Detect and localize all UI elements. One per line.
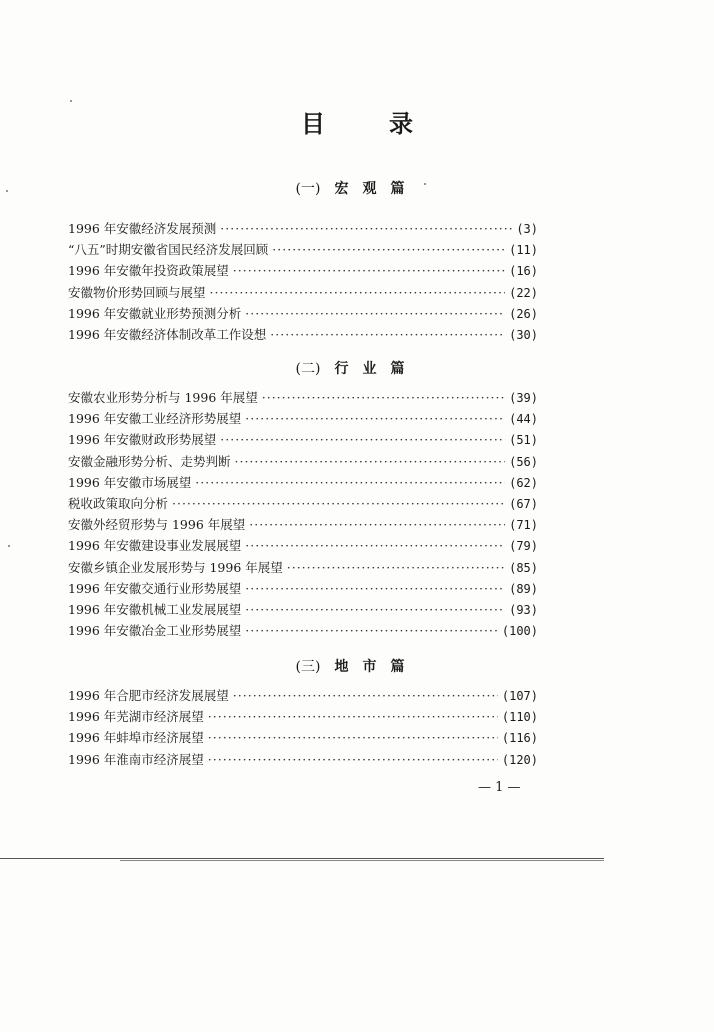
toc-entry-page: (44) [509, 412, 538, 427]
leader-dots [245, 599, 505, 620]
leader-dots [195, 472, 505, 493]
toc-entry-page: (110) [501, 710, 538, 725]
leader-dots [262, 387, 505, 408]
leader-dots [287, 557, 505, 578]
toc-entry[interactable] [68, 260, 538, 281]
toc-entry-title: 1996 年安徽建设事业发展展望 [68, 538, 242, 554]
toc-entry-title: 1996 年淮南市经济展望 [68, 751, 204, 767]
toc-entry-page: (11) [509, 243, 538, 258]
toc-entry-page: (62) [509, 475, 538, 490]
leader-dots [245, 535, 505, 556]
toc-entry-title: 安徽乡镇企业发展形势与 1996 年展望 [68, 559, 283, 575]
section-heading-industry [0, 358, 714, 378]
toc-entry-page: (85) [509, 560, 538, 575]
toc-entry-title: 1996 年芜湖市经济展望 [68, 709, 204, 725]
toc-entry[interactable] [68, 429, 538, 450]
toc-entry-page: (100) [501, 624, 538, 639]
leader-dots [220, 218, 512, 239]
title-char: 录 [389, 109, 477, 139]
leader-dots [235, 451, 506, 472]
toc-entry-title: 1996 年安徽机械工业发展展望 [68, 601, 242, 617]
toc-entry-page: (30) [509, 327, 538, 342]
leader-dots [208, 727, 498, 748]
toc-entry-title: 1996 年合肥市经济发展展望 [68, 688, 229, 703]
toc-entry[interactable] [68, 620, 538, 641]
toc-entry-page: (51) [509, 433, 538, 448]
scan-speck [8, 545, 10, 547]
toc-entry[interactable] [68, 578, 538, 599]
section-heading-city [0, 656, 714, 676]
section-number: (三) [295, 659, 321, 675]
toc-entry-title: 1996 年安徽交通行业形势展望 [68, 580, 242, 596]
toc-entry[interactable] [68, 282, 538, 303]
toc-list-industry [68, 387, 538, 641]
title-char: 目 [301, 109, 389, 139]
leader-dots [245, 620, 498, 641]
toc-entry-page: (16) [509, 264, 538, 279]
toc-entry[interactable] [68, 451, 538, 472]
toc-entry[interactable] [68, 218, 538, 239]
section-number: (二) [295, 361, 321, 377]
toc-entry[interactable] [68, 535, 538, 556]
scan-edge-line [0, 858, 604, 859]
toc-entry-title: 1996 年安徽年投资政策展望 [68, 263, 229, 279]
toc-entry-title: 安徽金融形势分析、走势判断 [68, 453, 231, 469]
toc-entry[interactable] [68, 472, 538, 493]
toc-entry[interactable] [68, 727, 538, 748]
toc-entry[interactable] [68, 685, 538, 706]
leader-dots [270, 324, 505, 345]
leader-dots [233, 685, 498, 706]
toc-entry-page: (26) [509, 306, 538, 321]
page-title [0, 104, 714, 139]
leader-dots [245, 578, 505, 599]
toc-entry-title: 1996 年安徽财政形势展望 [68, 432, 217, 448]
toc-entry-page: (56) [509, 454, 538, 469]
leader-dots [208, 749, 498, 770]
toc-entry-title: 1996 年安徽工业经济形势展望 [68, 411, 242, 427]
scan-speck [6, 190, 8, 192]
toc-entry-page: (93) [509, 602, 538, 617]
toc-entry-title: 安徽物价形势回顾与展望 [68, 284, 206, 300]
toc-entry-title: 1996 年蚌埠市经济展望 [68, 730, 204, 746]
toc-entry-page: (3) [516, 222, 538, 236]
section-number: (一) [295, 181, 321, 197]
toc-entry-page: (116) [501, 731, 538, 746]
page-number: — 1 — [478, 780, 521, 795]
leader-dots [245, 408, 505, 429]
leader-dots [245, 303, 505, 324]
leader-dots [233, 260, 505, 281]
toc-entry[interactable] [68, 408, 538, 429]
leader-dots [249, 514, 505, 535]
toc-entry-page: (107) [501, 689, 538, 703]
toc-entry-page: (89) [509, 581, 538, 596]
toc-list-city [68, 685, 538, 770]
leader-dots [272, 239, 505, 260]
toc-entry[interactable] [68, 706, 538, 727]
section-name: 行业篇 [334, 361, 419, 377]
toc-entry-title: 1996 年安徽市场展望 [68, 474, 192, 490]
toc-entry[interactable] [68, 303, 538, 324]
toc-entry[interactable] [68, 599, 538, 620]
toc-entry-title: 安徽外经贸形势与 1996 年展望 [68, 517, 246, 533]
leader-dots [220, 429, 505, 450]
toc-entry-title: 税收政策取向分析 [68, 495, 169, 511]
toc-entry[interactable] [68, 514, 538, 535]
toc-entry-title: 1996 年安徽经济发展预测 [68, 221, 217, 236]
toc-entry-title: 安徽农业形势分析与 1996 年展望 [68, 390, 258, 405]
toc-entry-page: (39) [509, 391, 538, 405]
toc-entry-page: (67) [509, 496, 538, 511]
toc-entry[interactable] [68, 387, 538, 408]
toc-entry-page: (120) [501, 752, 538, 767]
toc-entry-page: (79) [509, 539, 538, 554]
leader-dots [208, 706, 498, 727]
toc-entry-title: 1996 年安徽冶金工业形势展望 [68, 623, 242, 639]
toc-entry-title: 1996 年安徽就业形势预测分析 [68, 305, 242, 321]
scan-edge-line [120, 860, 604, 861]
toc-entry-page: (22) [509, 285, 538, 300]
toc-entry[interactable] [68, 239, 538, 260]
toc-list-macro [68, 218, 538, 345]
toc-entry-title: 1996 年安徽经济体制改革工作设想 [68, 326, 267, 342]
toc-entry[interactable] [68, 749, 538, 770]
toc-entry[interactable] [68, 324, 538, 345]
section-name: 地市篇 [334, 659, 419, 675]
toc-entry[interactable] [68, 557, 538, 578]
toc-entry-page: (71) [509, 518, 538, 533]
section-name: 宏观篇 [334, 181, 419, 197]
leader-dots [172, 493, 505, 514]
scan-speck [424, 183, 426, 185]
scan-speck [70, 100, 72, 102]
toc-entry[interactable] [68, 493, 538, 514]
leader-dots [210, 282, 506, 303]
toc-entry-title: “八五”时期安徽省国民经济发展回顾 [68, 242, 269, 258]
section-heading-macro [0, 178, 714, 198]
